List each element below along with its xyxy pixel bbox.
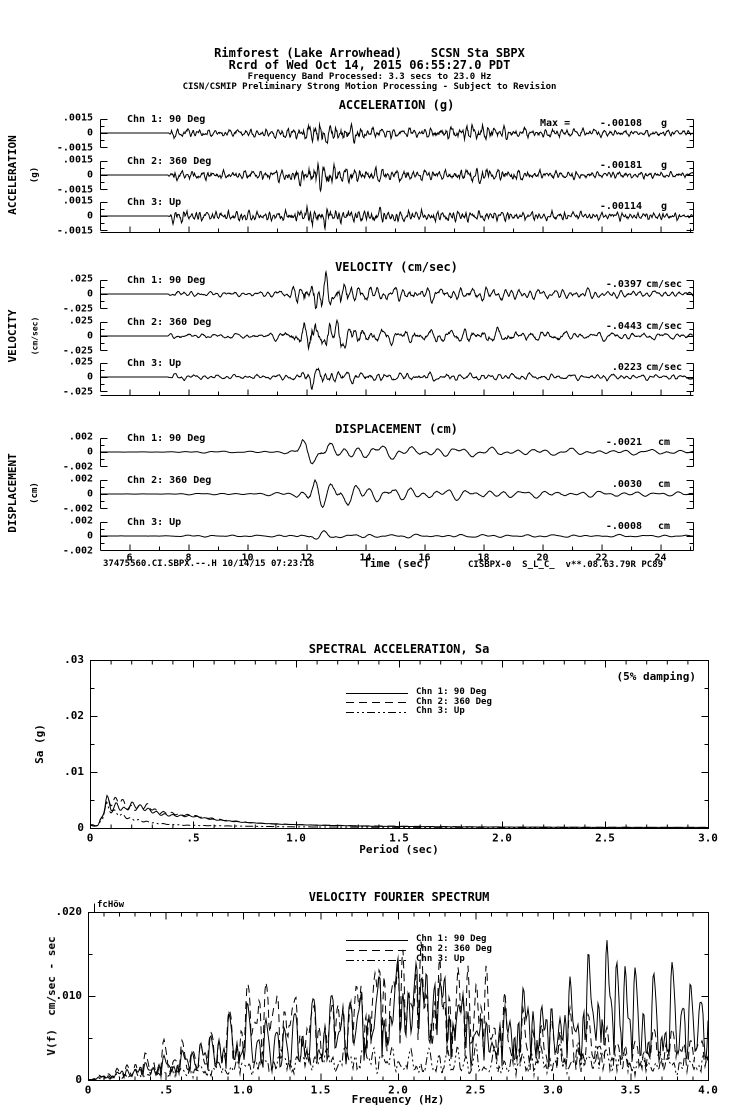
velocity-axis-unit: (cm/sec) xyxy=(30,316,40,356)
peak-value-row xyxy=(540,521,686,532)
peak-unit: cm/sec xyxy=(645,321,683,332)
peak-value-row xyxy=(540,118,686,129)
fourier-chart-title: VELOCITY FOURIER SPECTRUM xyxy=(308,890,490,904)
channel-label: Chn 2: 360 Deg xyxy=(127,475,212,486)
peak-value-row xyxy=(540,279,686,290)
peak-value: .0223 xyxy=(611,362,642,373)
peak-value: -.0443 xyxy=(605,321,642,332)
frequency-band-note: Frequency Band Processed: 3.3 secs to 23.0 Hz xyxy=(247,72,492,82)
legend-item: Chn 1: 90 Deg xyxy=(416,687,487,697)
legend-item: Chn 3: Up xyxy=(416,706,465,716)
processing-note: CISN/CSMIP Preliminary Strong Motion Processing - Subject to Revision xyxy=(182,82,557,92)
peak-value-row xyxy=(540,321,686,332)
processing-id: CISBPX-0 S_L_C_ v**.08.63.79R PC89 xyxy=(468,560,664,570)
velocity-axis-label: VELOCITY xyxy=(5,309,19,363)
peak-value-row xyxy=(540,362,686,373)
peak-unit: cm xyxy=(657,437,671,448)
channel-label: Chn 1: 90 Deg xyxy=(127,114,206,125)
fourier-x-axis-label: Frequency (Hz) xyxy=(351,1093,445,1106)
peak-value: -.0397 xyxy=(605,279,642,290)
channel-label: Chn 2: 360 Deg xyxy=(127,156,212,167)
peak-unit: g xyxy=(660,201,668,212)
channel-label: Chn 1: 90 Deg xyxy=(127,433,206,444)
sa-chart-title: SPECTRAL ACCELERATION, Sa xyxy=(308,642,490,656)
station-title: Rimforest (Lake Arrowhead) SCSN Sta SBPX xyxy=(214,46,525,60)
peak-value: -.0021 xyxy=(605,437,642,448)
velocity-title: VELOCITY (cm/sec) xyxy=(335,260,458,274)
peak-value: -.00181 xyxy=(599,160,642,171)
acceleration-title: ACCELERATION (g) xyxy=(338,98,455,112)
peak-unit: cm xyxy=(657,521,671,532)
channel-label: Chn 3: Up xyxy=(127,517,182,528)
peak-value: -.00114 xyxy=(599,201,642,212)
acceleration-axis-unit: (g) xyxy=(30,166,41,184)
channel-label: Chn 3: Up xyxy=(127,358,182,369)
record-datetime: Rcrd of Wed Oct 14, 2015 06:55:27.0 PDT xyxy=(228,58,511,72)
peak-value-row xyxy=(540,437,686,448)
peak-value: .0030 xyxy=(611,479,642,490)
legend-item: Chn 2: 360 Deg xyxy=(416,944,492,954)
displacement-title: DISPLACEMENT (cm) xyxy=(335,422,458,436)
channel-label: Chn 1: 90 Deg xyxy=(127,275,206,286)
record-id: 37475560.CI.SBPX.--.H 10/14/15 07:23:18 xyxy=(103,559,315,569)
peak-unit: g xyxy=(660,160,668,171)
peak-value: -.0008 xyxy=(605,521,642,532)
legend-item: Chn 2: 360 Deg xyxy=(416,697,492,707)
displacement-axis-label: DISPLACEMENT xyxy=(5,453,19,533)
time-axis-label: Time (sec) xyxy=(363,557,430,570)
peak-unit: cm/sec xyxy=(645,362,683,373)
peak-value-row xyxy=(540,160,686,171)
sa-y-axis-label: Sa (g) xyxy=(32,724,46,764)
sa-x-axis-label: Period (sec) xyxy=(359,843,439,856)
fourier-y-axis-label: V(f) cm/sec - sec xyxy=(44,936,58,1056)
damping-note: (5% damping) xyxy=(616,670,696,683)
peak-value-row xyxy=(540,201,686,212)
peak-unit: cm xyxy=(657,479,671,490)
peak-value: -.00108 xyxy=(599,118,642,129)
legend-item: Chn 3: Up xyxy=(416,954,465,964)
channel-label: Chn 3: Up xyxy=(127,197,182,208)
displacement-axis-unit: (cm) xyxy=(30,482,41,504)
legend-item: Chn 1: 90 Deg xyxy=(416,934,487,944)
channel-label: Chn 2: 360 Deg xyxy=(127,317,212,328)
peak-unit: g xyxy=(660,118,668,129)
acceleration-axis-label: ACCELERATION xyxy=(5,135,19,215)
max-prefix: Max = xyxy=(540,118,571,129)
peak-unit: cm/sec xyxy=(645,279,683,290)
corner-frequency-marker: fcHöw xyxy=(97,900,125,910)
peak-value-row xyxy=(540,479,686,490)
